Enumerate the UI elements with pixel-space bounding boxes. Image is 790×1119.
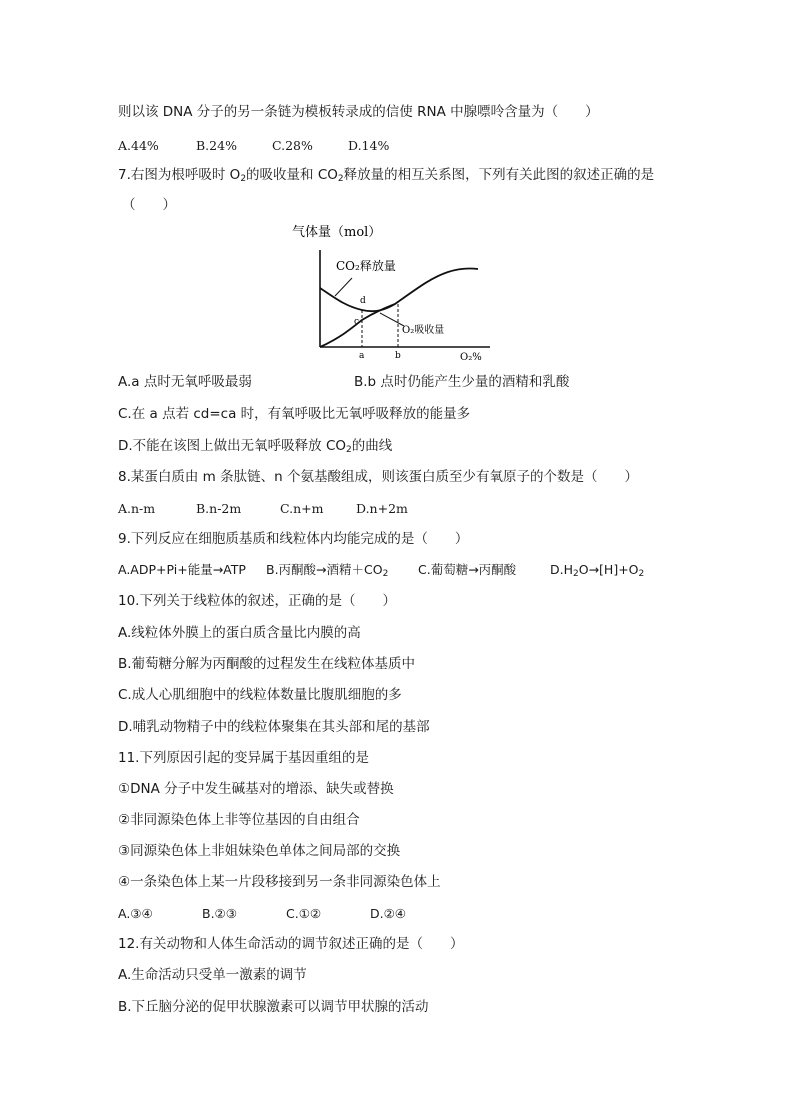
q6-option-d: D.14% — [348, 138, 390, 153]
q10-option-a: A.线粒体外膜上的蛋白质含量比内膜的高 — [118, 625, 361, 641]
q11-item-4: ④一条染色体上某一片段移接到另一条非同源染色体上 — [118, 874, 441, 890]
o2-series-label: O₂吸收量 — [402, 325, 445, 336]
q8-option-c: C.n+m — [280, 501, 324, 516]
q6-option-a: A.44% — [118, 138, 159, 153]
q11-item-2: ②非同源染色体上非等位基因的自由组合 — [118, 812, 360, 828]
point-label-c: c — [354, 317, 360, 327]
q6-option-c: C.28% — [272, 138, 313, 153]
q11-stem: 11.下列原因引起的变异属于基因重组的是 — [118, 750, 369, 766]
q11-option-a: A.③④ — [118, 906, 153, 921]
q7-option-b: B.b 点时仍能产生少量的酒精和乳酸 — [354, 374, 570, 390]
q10-option-b: B.葡萄糖分解为丙酮酸的过程发生在线粒体基质中 — [118, 656, 416, 672]
q7-option-a: A.a 点时无氧呼吸最弱 — [118, 374, 252, 390]
q9-option-b: B.丙酮酸→酒精$+CO_2$ — [266, 562, 389, 579]
q7-option-d: D.不能在该图上做出无氧呼吸释放 $CO_2$的曲线 — [118, 438, 393, 455]
q9-stem: 9.下列反应在细胞质基质和线粒体内均能完成的是（ ） — [118, 531, 469, 547]
q11-option-d: D.②④ — [370, 906, 407, 921]
q12-stem: 12.有关动物和人体生命活动的调节叙述正确的是（ ） — [118, 936, 464, 952]
q12-option-a: A.生命活动只受单一激素的调节 — [118, 967, 307, 983]
q7-answer-paren: （ ） — [122, 197, 176, 213]
x-axis-label: O₂% — [460, 352, 482, 363]
point-label-d: d — [360, 296, 366, 306]
q11-option-b: B.②③ — [202, 906, 237, 921]
q10-option-d: D.哺乳动物精子中的线粒体聚集在其头部和尾的基部 — [118, 719, 430, 735]
respiration-chart — [280, 220, 510, 368]
chart-title: 气体量（mol） — [292, 225, 382, 240]
q6-option-b: B.24% — [196, 138, 237, 153]
co2-series-label: CO₂释放量 — [336, 259, 396, 273]
co2-label-leader — [335, 278, 352, 296]
q11-item-3: ③同源染色体上非姐妹染色单体之间局部的交换 — [118, 843, 401, 859]
point-label-b: b — [395, 351, 401, 361]
q9-option-d: $D.H_2O\to[H]+O_2$ — [550, 562, 645, 579]
q7-option-c: C.在 a 点若 cd=ca 时，有氧呼吸比无氧呼吸释放的能量多 — [118, 406, 471, 422]
q6-stem: 则以该 DNA 分子的另一条链为模板转录成的信使 RNA 中腺嘌呤含量为（ ） — [118, 104, 599, 120]
q9-option-c: C.葡萄糖→丙酮酸 — [418, 562, 517, 577]
q11-option-c: C.①② — [286, 906, 322, 921]
q9-option-a: A.ADP+Pi+能量→ATP — [118, 562, 246, 577]
o2-label-leader — [380, 313, 404, 326]
q8-option-b: B.n-2m — [196, 501, 242, 516]
q11-item-1: ①DNA 分子中发生碱基对的增添、缺失或替换 — [118, 781, 394, 797]
q8-option-d: D.n+2m — [356, 501, 408, 516]
q8-stem: 8.某蛋白质由 m 条肽链、n 个氨基酸组成，则该蛋白质至少有氧原子的个数是（ ） — [118, 469, 638, 485]
point-label-a: a — [359, 351, 365, 361]
q12-option-b: B.下丘脑分泌的促甲状腺激素可以调节甲状腺的活动 — [118, 999, 429, 1015]
respiration-chart-svg — [280, 220, 510, 368]
q7-stem: 7.右图为根呼吸时 $O_2$的吸收量和 $CO_2$释放量的相互关系图，下列有关此图的叙述正确的是 — [118, 167, 655, 184]
q10-option-c: C.成人心肌细胞中的线粒体数量比腹肌细胞的多 — [118, 687, 402, 703]
q10-stem: 10.下列关于线粒体的叙述，正确的是（ ） — [118, 593, 396, 609]
q8-option-a: A.n-m — [118, 501, 156, 516]
co2-release-curve — [320, 268, 478, 311]
